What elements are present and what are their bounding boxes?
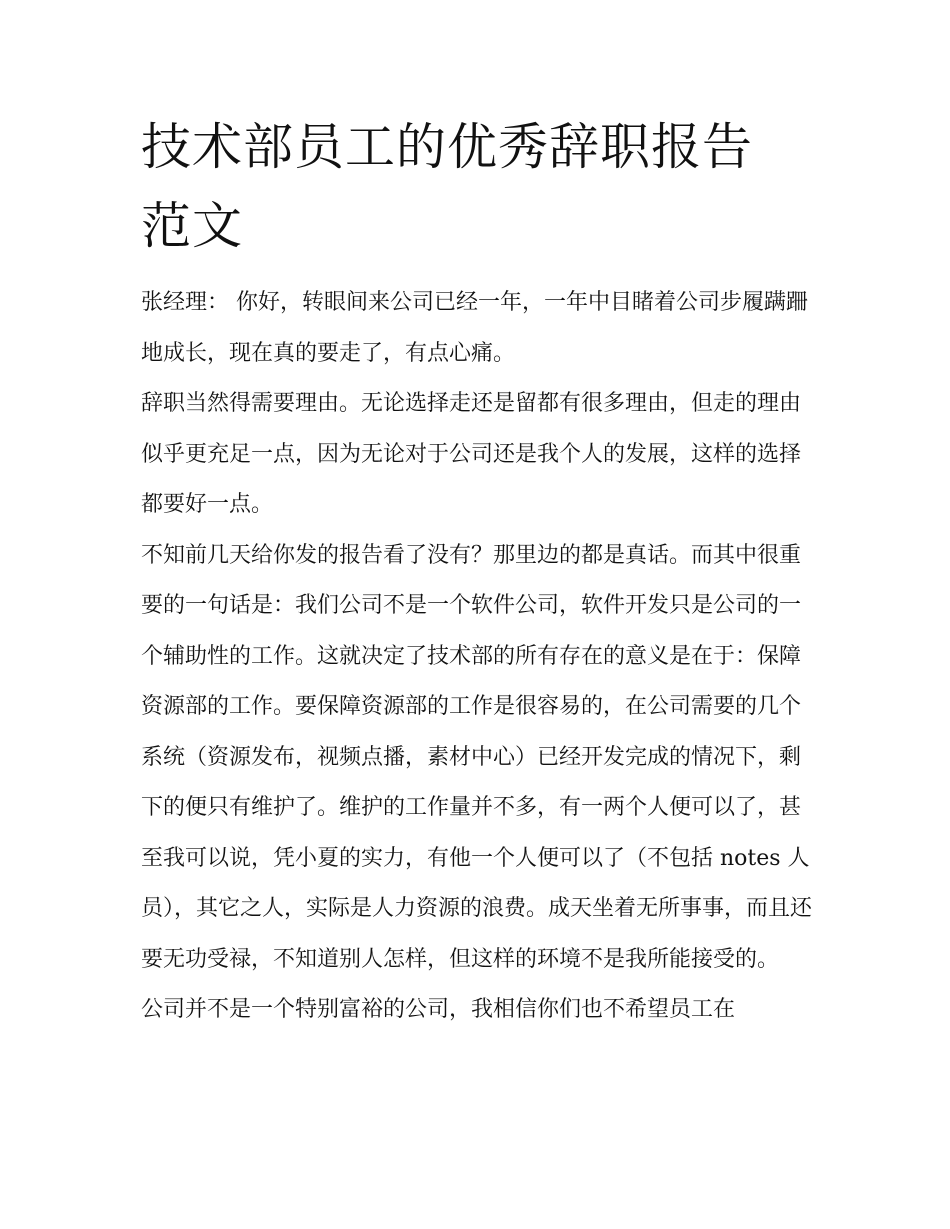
document-body	[141, 278, 813, 1036]
paragraph-company: 公司并不是一个特别富裕的公司，我相信你们也不希望员工在	[141, 997, 736, 1022]
document-page	[141, 108, 813, 1036]
paragraph-reason: 辞职当然得需要理由。无论选择走还是留都有很多理由，但走的理由似乎更充足一点，因为无论对于公司还是我个人的发展，这样的选择都要好一点。	[141, 391, 802, 517]
paragraph-greeting: 张经理： 你好，转眼间来公司已经一年，一年中目睹着公司步履蹒跚地成长，现在真的要走了，有点心痛。	[141, 290, 808, 366]
paragraph-report: 不知前几天给你发的报告看了没有？那里边的都是真话。而其中很重要的一句话是：我们公司不是一个软件公司，软件开发只是公司的一个辅助性的工作。这就决定了技术部的所有存在的意义是在于：保障资源部的工作。要保障资源部的工作是很容易的，在公司需要的几个系统（资源发布，视频点播，素材中心）已经开发完成的情况下，剩下的便只有维护了。维护的工作量并不多，有一两个人便可以了，甚至我可以说，凭小夏的实力，有他一个人便可以了（不包括 notes 人员），其它之人，实际是人力资源的浪费。成天坐着无所事事，而且还要无功受禄，不知道别人怎样，但这样的环境不是我所能接受的。	[141, 542, 813, 972]
document-title: 技术部员工的优秀辞职报告范文	[141, 118, 753, 255]
